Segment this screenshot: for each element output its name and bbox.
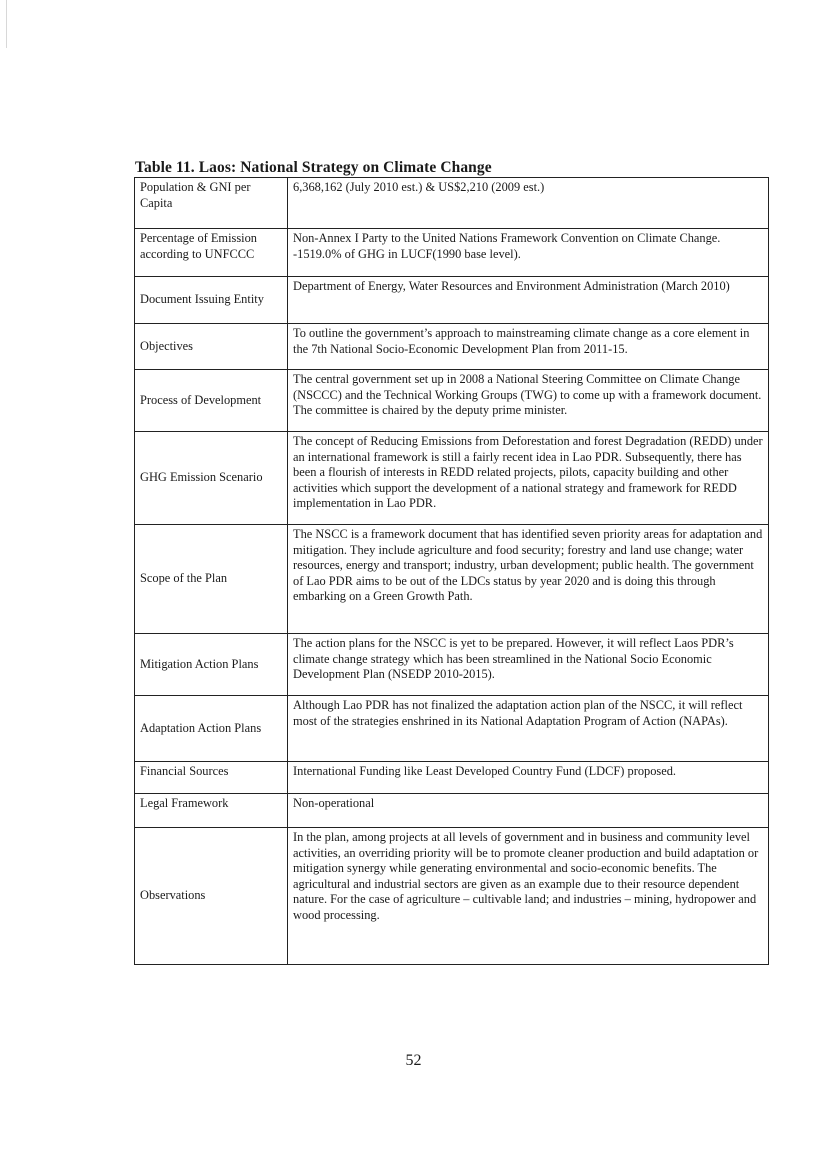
table-row-legal [135, 794, 769, 828]
row-label: Adaptation Action Plans [135, 696, 288, 762]
table-row-process [135, 370, 769, 432]
row-value: Non-Annex I Party to the United Nations Framework Convention on Climate Change. -1519.0% of GHG in LUCF(1990 base level). [288, 229, 769, 277]
row-value: To outline the government’s approach to mainstreaming climate change as a core element in the 7th National Socio-Economic Development Plan from 2011-15. [288, 324, 769, 370]
row-label: Objectives [135, 324, 288, 370]
row-value: Although Lao PDR has not finalized the adaptation action plan of the NSCC, it will reflect most of the strategies enshrined in its National Adaptation Program of Action (NAPAs). [288, 696, 769, 762]
table-row-ghg-scenario [135, 432, 769, 525]
table-title: Table 11. Laos: National Strategy on Climate Change [135, 159, 492, 176]
table-row-mitigation [135, 634, 769, 696]
row-label: Legal Framework [135, 794, 288, 828]
row-label: Process of Development [135, 370, 288, 432]
scan-edge-mark [6, 0, 7, 48]
row-value: The NSCC is a framework document that has identified seven priority areas for adaptation and mitigation. They include agriculture and food security; forestry and land use change; water resources, energy and transport; industry, urban development; public health. The government of Lao PDR aims to be out of the LDCs status by year 2020 and is doing this through embarking on a Green Growth Path. [288, 525, 769, 634]
table-row-observations [135, 828, 769, 965]
row-value: Non-operational [288, 794, 769, 828]
row-label: Percentage of Emission according to UNFCCC [135, 229, 288, 277]
table-row-objectives [135, 324, 769, 370]
table-row-emission [135, 229, 769, 277]
table-row-financial [135, 762, 769, 794]
row-label: GHG Emission Scenario [135, 432, 288, 525]
row-label: Mitigation Action Plans [135, 634, 288, 696]
row-value: The central government set up in 2008 a National Steering Committee on Climate Change (NSCCC) and the Technical Working Groups (TWG) to come up with a framework document. The committee is chaired by the deputy prime minister. [288, 370, 769, 432]
table-row-adaptation [135, 696, 769, 762]
row-label: Document Issuing Entity [135, 277, 288, 324]
table-row-scope [135, 525, 769, 634]
row-value: The concept of Reducing Emissions from Deforestation and forest Degradation (REDD) under an international framework is still a fairly recent idea in Lao PDR. Subsequently, there has been a flourish of interests in REDD related projects, pilots, capacity building and other activities which support the development of a national strategy and framework for REDD implementation in Lao PDR. [288, 432, 769, 525]
page-number: 52 [405, 1052, 422, 1069]
row-value: In the plan, among projects at all levels of government and in business and community level activities, an overriding priority will be to promote cleaner production and build adaptation or mitigation synergy while generating environmental and socio-economic benefits. The agricultural and industrial sectors are given as an example due to their resource dependent nature. For the case of agriculture – cultivable land; and industries – mining, hydropower and wood processing. [288, 828, 769, 965]
row-label: Financial Sources [135, 762, 288, 794]
row-value: The action plans for the NSCC is yet to be prepared. However, it will reflect Laos PDR’s climate change strategy which has been streamlined in the National Socio Economic Development Plan (NSEDP 2010-2015). [288, 634, 769, 696]
strategy-table [134, 177, 769, 965]
row-value: 6,368,162 (July 2010 est.) & US$2,210 (2009 est.) [288, 178, 769, 229]
row-value: International Funding like Least Developed Country Fund (LDCF) proposed. [288, 762, 769, 794]
row-label: Scope of the Plan [135, 525, 288, 634]
table-row-issuing-entity [135, 277, 769, 324]
row-label: Observations [135, 828, 288, 965]
table-row-population [135, 178, 769, 229]
row-label: Population & GNI per Capita [135, 178, 288, 229]
row-value: Department of Energy, Water Resources and Environment Administration (March 2010) [288, 277, 769, 324]
